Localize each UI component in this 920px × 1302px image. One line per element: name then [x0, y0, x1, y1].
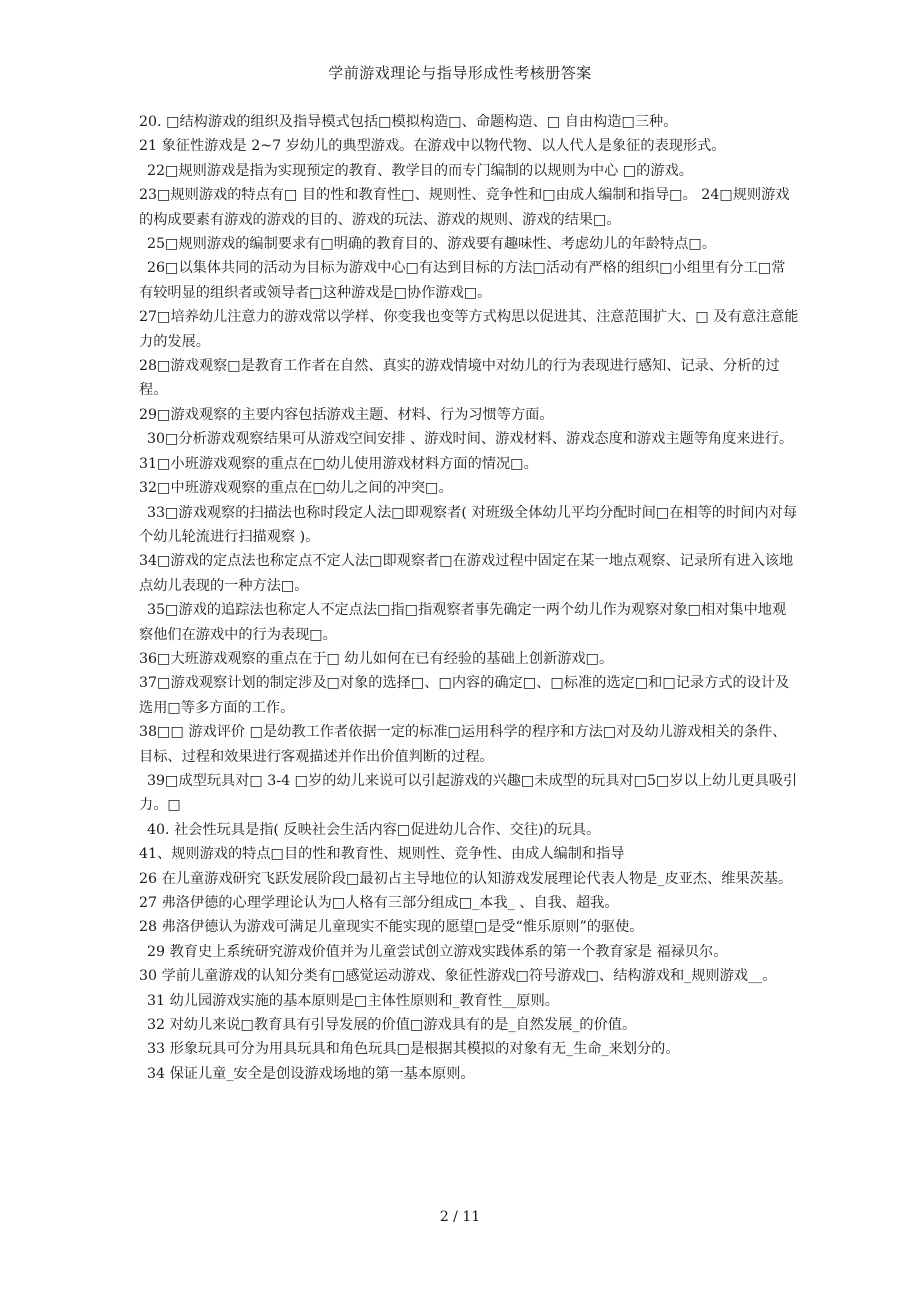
answer-paragraph: 32□中班游戏观察的重点在□幼儿之间的冲突□。 [139, 480, 453, 497]
answer-paragraph: 27□培养幼儿注意力的游戏常以学样、你变我也变等方式构思以促进其、注意范围扩大、□ 及有意注意能力的发展。 [139, 309, 799, 350]
answer-paragraph: 35□游戏的追踪法也称定人不定点法□指□指观察者事先确定一两个幼儿作为观察对象□相对集中地观察他们在游戏中的行为表现□。 [139, 602, 787, 643]
answer-paragraph: 26□以集体共同的活动为目标为游戏中心□有达到目标的方法□活动有严格的组织□小组里有分工□常有较明显的组织者或领导者□这种游戏是□协作游戏□。 [139, 260, 786, 301]
answer-paragraph: 32 对幼儿来说□教育具有引导发展的价值□游戏具有的是_自然发展_的价值。 [147, 1017, 637, 1034]
document-body [139, 110, 799, 1086]
answer-paragraph: 29 教育史上系统研究游戏价值并为儿童尝试创立游戏实践体系的第一个教育家是 福禄贝尔。 [147, 943, 728, 960]
answer-paragraph: 36□大班游戏观察的重点在于□ 幼儿如何在已有经验的基础上创新游戏□。 [139, 650, 614, 667]
answer-paragraph: 22□规则游戏是指为实现预定的教育、教学目的而专门编制的以规则为中心 □的游戏。 [147, 162, 693, 179]
answer-paragraph: 31 幼儿园游戏实施的基本原则是□主体性原则和_教育性__原则。 [147, 992, 559, 1009]
page-number: 2 / 11 [439, 1209, 481, 1225]
answer-paragraph: 27 弗洛伊德的心理学理论认为□人格有三部分组成□_本我_ 、自我、超我。 [139, 895, 619, 911]
answer-paragraph: 30 学前儿童游戏的认知分类有□感觉运动游戏、象征性游戏□符号游戏□、结构游戏和_规则游戏__。 [139, 968, 777, 985]
answer-paragraph: 28□游戏观察□是教育工作者在自然、真实的游戏情境中对幼儿的行为表现进行感知、记录、分析的过程。 [139, 358, 780, 399]
answer-paragraph: 39□成型玩具对□ 3-4 □岁的幼儿来说可以引起游戏的兴趣□未成型的玩具对□5□岁以上幼儿更具吸引力。□ [139, 772, 798, 814]
answer-paragraph: 33 形象玩具可分为用具玩具和角色玩具□是根据其模拟的对象有无_生命_来划分的。 [147, 1041, 680, 1058]
answer-paragraph: 38□□ 游戏评价 □是幼教工作者依据一定的标准□运用科学的程序和方法□对及幼儿游戏相关的条件、目标、过程和效果进行客观描述并作出价值判断的过程。 [139, 724, 787, 765]
answer-paragraph: 41、规则游戏的特点□目的性和教育性、规则性、竞争性、由成人编制和指导 [139, 846, 625, 863]
answer-paragraph: 31□小班游戏观察的重点在□幼儿使用游戏材料方面的情况□。 [139, 455, 538, 472]
answer-paragraph: 26 在儿童游戏研究飞跃发展阶段□最初占主导地位的认知游戏发展理论代表人物是_皮亚杰、维果茨基。 [139, 870, 793, 887]
answer-paragraph: 29□游戏观察的主要内容包括游戏主题、材料、行为习惯等方面。 [139, 406, 554, 423]
answer-paragraph: 23□规则游戏的特点有□ 目的性和教育性□、规则性、竞争性和□由成人编制和指导□。 24□规则游戏的构成要素有游戏的游戏的目的、游戏的玩法、游戏的规则、游戏的结果□。 [139, 187, 790, 228]
answer-paragraph: 20. □结构游戏的组织及指导模式包括□模拟构造□、命题构造、□ 自由构造□三种。 [139, 114, 678, 130]
page-header: 学前游戏理论与指导形成性考核册答案 [328, 64, 592, 82]
answer-paragraph: 34□游戏的定点法也称定点不定人法□即观察者□在游戏过程中固定在某一地点观察、记录所有进入该地点幼儿表现的一种方法□。 [139, 553, 794, 594]
answer-paragraph: 21 象征性游戏是 2~7 岁幼儿的典型游戏。在游戏中以物代物、以人代人是象征的表现形式。 [139, 138, 726, 155]
answer-paragraph: 33□游戏观察的扫描法也称时段定人法□即观察者( 对班级全体幼儿平均分配时间□在相等的时间内对每个幼儿轮流进行扫描观察 )。 [139, 504, 798, 545]
answer-paragraph: 25□规则游戏的编制要求有□明确的教育目的、游戏要有趣味性、考虑幼儿的年龄特点□。 [147, 236, 717, 253]
answer-paragraph: 40. 社会性玩具是指( 反映社会生活内容□促进幼儿合作、交往)的玩具。 [147, 821, 601, 838]
answer-paragraph: 34 保证儿童_安全是创设游戏场地的第一基本原则。 [147, 1065, 475, 1082]
answer-paragraph: 30□分析游戏观察结果可从游戏空间安排 、游戏时间、游戏材料、游戏态度和游戏主题等角度来进行。 [147, 431, 794, 448]
answer-paragraph: 37□游戏观察计划的制定涉及□对象的选择□、□内容的确定□、□标准的选定□和□记录方式的设计及选用□等多方面的工作。 [139, 675, 790, 716]
answer-paragraph: 28 弗洛伊德认为游戏可满足儿童现实不能实现的愿望□是受“惟乐原则”的驱使。 [139, 919, 644, 936]
